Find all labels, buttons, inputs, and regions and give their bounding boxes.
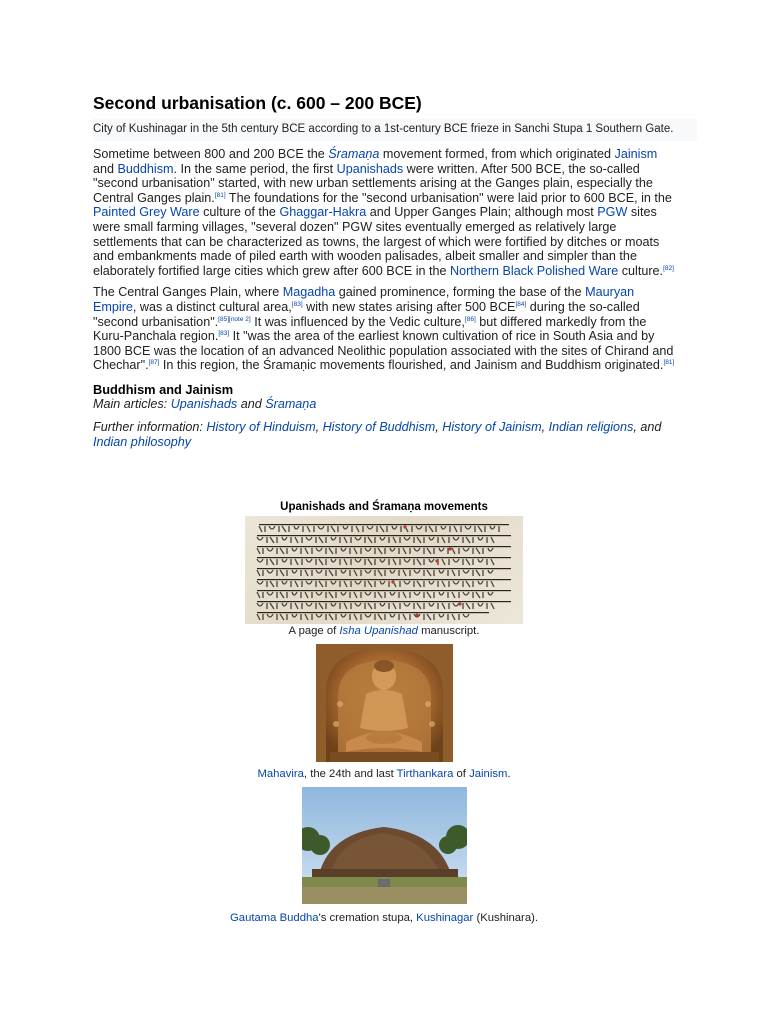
link-magadha[interactable]: Magadha bbox=[282, 285, 336, 300]
section-heading: Second urbanisation (c. 600 – 200 BCE) bbox=[93, 93, 422, 113]
mahavira-relief-art bbox=[316, 644, 453, 762]
subsection-heading: Buddhism and Jainism bbox=[93, 381, 234, 397]
link-history-of-buddhism[interactable]: History of Buddhism bbox=[322, 419, 436, 434]
link-pgw[interactable]: PGW bbox=[597, 205, 628, 220]
link-tirthankara[interactable]: Tirthankara bbox=[396, 768, 454, 780]
link-gautama-buddha[interactable]: Gautama Buddha bbox=[230, 912, 319, 924]
further-information-hatnote: Further information: History of Hinduism, History of Buddhism, History of Jainism, Indian religions, and Indian philosophy bbox=[93, 419, 662, 449]
link-nbpw[interactable]: Northern Black Polished Ware bbox=[450, 263, 619, 278]
gallery-title: Upanishads and Śramaṇa movements bbox=[280, 501, 488, 513]
ref-87[interactable]: [87] bbox=[148, 359, 160, 367]
article-section bbox=[93, 92, 678, 450]
caption-mahavira: Mahavira, the 24th and last Tirthankara of Jainism. bbox=[257, 768, 511, 780]
manuscript-script-lines bbox=[245, 516, 523, 624]
ref-81[interactable]: [81] bbox=[214, 191, 226, 199]
link-jainism[interactable]: Jainism bbox=[614, 147, 658, 161]
image-caption: City of Kushinagar in the 5th century BCE according to a 1st-century BCE frieze in Sanchi Stupa 1 Southern Gate. bbox=[93, 118, 697, 141]
cremation-stupa-image[interactable] bbox=[302, 787, 467, 904]
link-ghaggar-hakra[interactable]: Ghaggar-Hakra bbox=[279, 205, 367, 220]
link-mahavira[interactable]: Mahavira bbox=[257, 768, 304, 780]
link-main-sramana[interactable]: Śramaṇa bbox=[265, 396, 317, 411]
link-indian-religions[interactable]: Indian religions bbox=[548, 419, 634, 434]
link-upanishads[interactable]: Upanishads bbox=[336, 161, 404, 176]
ref-86[interactable]: [86] bbox=[464, 315, 476, 323]
stupa-photo-art bbox=[302, 787, 467, 904]
link-kushinagar[interactable]: Kushinagar bbox=[416, 912, 474, 924]
link-isha-upanishad[interactable]: Isha Upanishad bbox=[339, 625, 418, 637]
link-painted-grey-ware[interactable]: Painted Grey Ware bbox=[93, 205, 200, 220]
link-buddhism[interactable]: Buddhism bbox=[117, 161, 174, 176]
link-sramana[interactable]: Śramaṇa bbox=[328, 147, 380, 161]
link-indian-philosophy[interactable]: Indian philosophy bbox=[93, 434, 192, 449]
main-articles-hatnote: Main articles: Upanishads and Śramaṇa bbox=[93, 396, 317, 411]
ref-83[interactable]: [83] bbox=[291, 300, 303, 308]
ref-82[interactable]: [82] bbox=[663, 264, 674, 272]
link-main-upanishads[interactable]: Upanishads bbox=[170, 396, 238, 411]
caption-isha-upanishad: A page of Isha Upanishad manuscript. bbox=[288, 625, 480, 637]
link-jainism-caption[interactable]: Jainism bbox=[469, 768, 508, 780]
caption-stupa: Gautama Buddha's cremation stupa, Kushinagar (Kushinara). bbox=[230, 912, 538, 924]
link-history-of-hinduism[interactable]: History of Hinduism bbox=[206, 419, 316, 434]
ref-83b[interactable]: [83] bbox=[218, 329, 230, 337]
ref-84[interactable]: [84] bbox=[515, 300, 527, 308]
ref-85-note-2[interactable]: [85][note 2] bbox=[218, 315, 251, 323]
image-gallery bbox=[0, 500, 768, 925]
paragraph-1: Sometime between 800 and 200 BCE the Śramaṇa movement formed, from which originated Jainism and Buddhism. In the same period, the first Upanishads were written. After 500 BCE, the so-called "second urbanisation" started, with new urban settlements arising at the Ganges plain, especially the Central Ganges plain.[81] The foundations for the "second urbanisation" were laid prior to 600 BCE, in the Painted Grey Ware culture of the Ghaggar-Hakra and Upper Ganges Plain; although most PGW sites were small farming villages, "several dozen" PGW sites eventually emerged as relatively large settlements that can be characterized as towns, the largest of which were fortified by ditches or moats and embankments made of piled earth with wooden palisades, albeit smaller and simpler than the elaborately fortified large cities which grew after 600 BCE in the Northern Black Polished Ware culture.[82] bbox=[93, 147, 674, 278]
link-mauryan-empire[interactable]: Mauryan Empire bbox=[93, 285, 635, 314]
paragraph-2: The Central Ganges Plain, where Magadha gained prominence, forming the base of the Mauryan Empire, was a distinct cultural area,[83] with new states arising after 500 BCE[84] during the so-called "second urbanisation".[85][note 2] It was influenced by the Vedic culture,[86] but differed markedly from the Kuru-Panchala region.[83] It "was the area of the earliest known cultivation of rice in South Asia and by 1800 BCE was the location of an advanced Neolithic population associated with the sites of Chirand and Chechar".[87] In this region, the Śramaṇic movements flourished, and Jainism and Buddhism originated.[81] bbox=[93, 285, 675, 373]
link-history-of-jainism[interactable]: History of Jainism bbox=[442, 419, 542, 434]
ref-81b[interactable]: [81] bbox=[663, 359, 675, 367]
isha-upanishad-manuscript-image[interactable] bbox=[245, 516, 523, 624]
mahavira-statue-image[interactable] bbox=[316, 644, 453, 762]
